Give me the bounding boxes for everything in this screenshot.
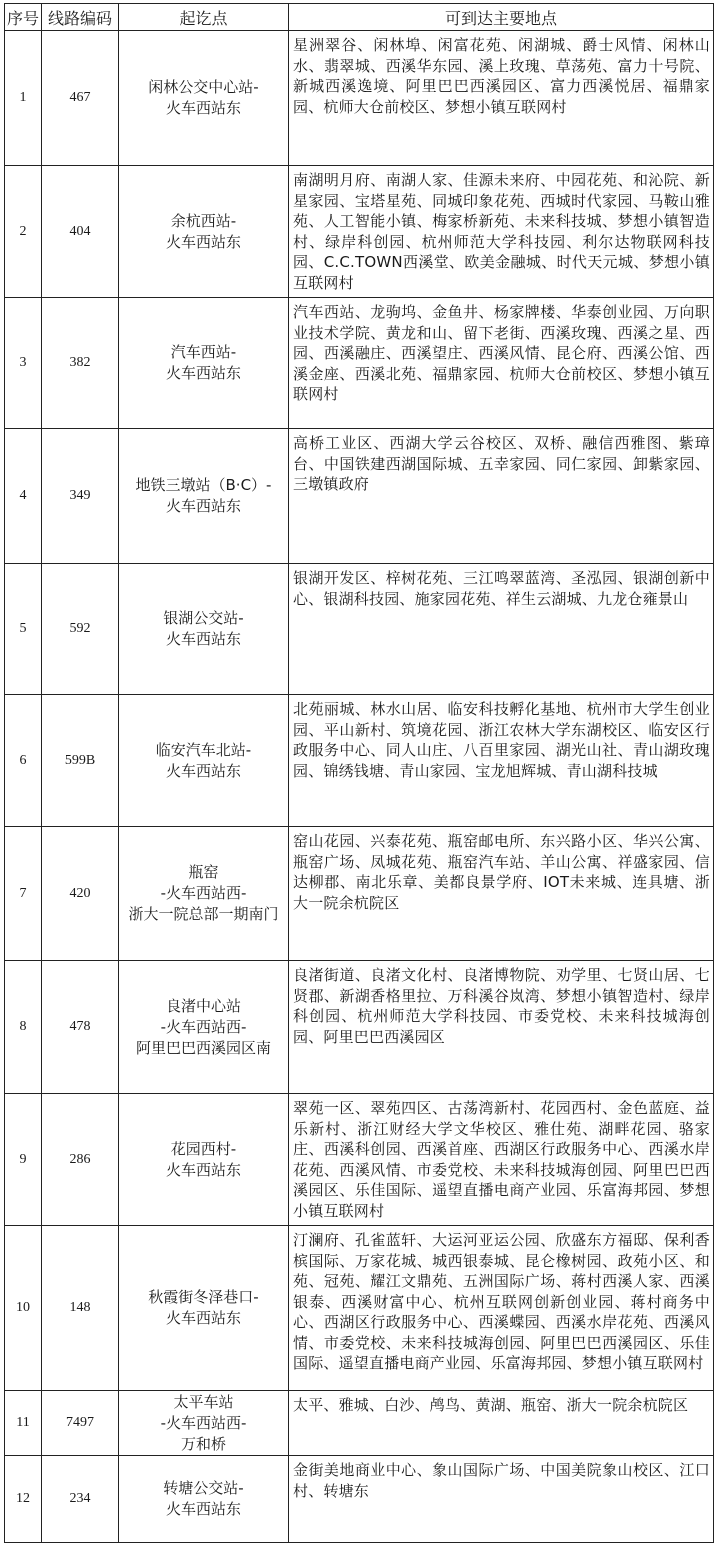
destinations: 太平、雅城、白沙、鸬鸟、黄湖、瓶窑、浙大一院余杭院区 [289, 1391, 714, 1456]
route-code: 148 [42, 1226, 119, 1391]
route-endpoints [119, 564, 289, 695]
row-number: 1 [5, 31, 42, 166]
route-code: 599B [42, 695, 119, 827]
route-endpoints [119, 298, 289, 429]
table-row [5, 1226, 714, 1391]
table-row [5, 1094, 714, 1226]
header-destinations: 可到达主要地点 [289, 4, 714, 31]
destinations: 汀澜府、孔雀蓝轩、大运河亚运公园、欣盛东方福邸、保利香槟国际、万家花城、城西银泰城、昆仑橡树园、政苑小区、和苑、冠苑、耀江文鼎苑、五洲国际广场、蒋村西溪人家、西溪银泰、西溪财富中心、杭州互联网创新创业园、蒋村商务中心、西湖区行政服务中心、西溪蝶园、西溪水岸花苑、西溪风情、市委党校、未来科技城海创园、阿里巴巴西溪园区、乐佳国际、遥望直播电商产业园、乐富海邦园、梦想小镇互联网村 [289, 1226, 714, 1391]
route-endpoints [119, 31, 289, 166]
route-code: 234 [42, 1456, 119, 1543]
row-number: 5 [5, 564, 42, 695]
table-row [5, 166, 714, 298]
route-endpoint-line: 余杭西站- [170, 211, 237, 230]
route-code: 478 [42, 961, 119, 1094]
route-endpoints [119, 827, 289, 961]
row-number: 9 [5, 1094, 42, 1226]
destinations: 窑山花园、兴泰花苑、瓶窑邮电所、东兴路小区、华兴公寓、瓶窑广场、凤城花苑、瓶窑汽车站、羊山公寓、祥盛家园、信达柳郡、南北乐章、美都良景学府、IOT未来城、连具塘、浙大一院余杭院区 [289, 827, 714, 961]
table-row [5, 298, 714, 429]
route-code: 349 [42, 429, 119, 564]
table-header-row [5, 4, 714, 31]
route-endpoint-line: 秋霞街冬泽巷口- [148, 1288, 259, 1306]
route-code: 404 [42, 166, 119, 298]
route-endpoint-line: 浙大一院总部一期南门 [128, 905, 279, 923]
row-number: 8 [5, 961, 42, 1094]
table-row [5, 827, 714, 961]
route-endpoints [119, 1226, 289, 1391]
route-endpoints [119, 961, 289, 1094]
route-endpoint-line: 临安汽车北站- [155, 740, 252, 759]
row-number: 7 [5, 827, 42, 961]
route-endpoints [119, 429, 289, 564]
destinations: 良渚街道、良渚文化村、良渚博物院、劝学里、七贤山居、七贤郡、新湖香格里拉、万科溪谷岚湾、梦想小镇智造村、绿岸科创园、杭州师范大学科技园、市委党校、未来科技城海创园、阿里巴巴西溪园区 [289, 961, 714, 1094]
table-row [5, 961, 714, 1094]
header-endpoints: 起讫点 [119, 4, 289, 31]
route-endpoint-line: 火车西站东 [165, 364, 241, 382]
route-endpoint-line: 良渚中心站 [165, 996, 241, 1015]
route-endpoint-line: 阿里巴巴西溪园区南 [135, 1038, 271, 1057]
destinations: 北苑丽城、林水山居、临安科技孵化基地、杭州市大学生创业园、平山新村、筑境花园、浙江农林大学东湖校区、临安区行政服务中心、同人山庄、八百里家园、湖光山社、青山湖玫瑰园、锦绣钱塘、青山家园、宝龙旭辉城、青山湖科技城 [289, 695, 714, 827]
table-row [5, 1456, 714, 1543]
route-endpoint-line: -火车西站西- [160, 884, 247, 902]
route-code: 7497 [42, 1391, 119, 1456]
destinations: 星洲翠谷、闲林埠、闲富花苑、闲湖城、爵士风情、闲林山水、翡翠城、西溪华东园、溪上玫瑰、草荡苑、富力十号院、新城西溪逸境、阿里巴巴西溪园区、富力西溪悦居、福鼎家园、杭师大仓前校区、梦想小镇互联网村 [289, 31, 714, 166]
route-endpoint-line: 火车西站东 [165, 99, 241, 117]
table-row [5, 1391, 714, 1456]
row-number: 4 [5, 429, 42, 564]
route-endpoint-line: 太平车站 [173, 1392, 234, 1411]
route-code: 467 [42, 31, 119, 166]
route-endpoint-line: 火车西站东 [165, 232, 241, 251]
route-endpoint-line: 火车西站东 [165, 1160, 241, 1179]
destinations: 金街美地商业中心、象山国际广场、中国美院象山校区、江口村、转塘东 [289, 1456, 714, 1543]
route-code: 592 [42, 564, 119, 695]
route-code: 382 [42, 298, 119, 429]
route-endpoint-line: -火车西站西- [160, 1017, 247, 1036]
destinations: 翠苑一区、翠苑四区、古荡湾新村、花园西村、金色蓝庭、益乐新村、浙江财经大学文华校区、雅仕苑、湖畔花园、骆家庄、西溪科创园、西溪首座、西湖区行政服务中心、西溪水岸花苑、西溪风情、市委党校、未来科技城海创园、阿里巴巴西溪园区、乐佳国际、遥望直播电商产业园、乐富海邦园、梦想小镇互联网村 [289, 1094, 714, 1226]
route-endpoint-line: 火车西站东 [165, 497, 241, 515]
route-endpoint-line: 火车西站东 [165, 1309, 241, 1327]
header-route-code: 线路编码 [42, 4, 119, 31]
row-number: 3 [5, 298, 42, 429]
table-row [5, 695, 714, 827]
table-row [5, 429, 714, 564]
row-number: 10 [5, 1226, 42, 1391]
destinations: 汽车西站、龙驹坞、金鱼井、杨家牌楼、华泰创业园、万向职业技术学院、黄龙和山、留下老街、西溪玫瑰、西溪之星、西园、西溪融庄、西溪望庄、西溪风情、昆仑府、西溪公馆、西溪金座、西溪北苑、福鼎家园、杭师大仓前校区、梦想小镇互联网村 [289, 298, 714, 429]
route-endpoints [119, 695, 289, 827]
route-endpoints [119, 166, 289, 298]
route-endpoint-line: 银湖公交站- [163, 609, 244, 627]
route-endpoint-line: 地铁三墩站（B·C）- [135, 476, 272, 494]
row-number: 2 [5, 166, 42, 298]
destinations: 银湖开发区、梓树花苑、三江鸣翠蓝湾、圣泓园、银湖创新中心、银湖科技园、施家园花苑、祥生云湖城、九龙仓雍景山 [289, 564, 714, 695]
bus-route-table [4, 3, 714, 1543]
destinations: 高桥工业区、西湖大学云谷校区、双桥、融信西雅图、紫璋台、中国铁建西湖国际城、五幸家园、同仁家园、卸紫家园、三墩镇政府 [289, 429, 714, 564]
route-endpoints [119, 1456, 289, 1543]
row-number: 12 [5, 1456, 42, 1543]
route-endpoint-line: 转塘公交站- [163, 1479, 244, 1497]
header-no: 序号 [5, 4, 42, 31]
route-code: 420 [42, 827, 119, 961]
table-body [5, 31, 714, 1543]
route-endpoint-line: 汽车西站- [170, 343, 237, 361]
row-number: 11 [5, 1391, 42, 1456]
route-endpoint-line: -火车西站西- [160, 1413, 247, 1432]
table-row [5, 564, 714, 695]
route-endpoint-line: 万和桥 [180, 1434, 226, 1453]
row-number: 6 [5, 695, 42, 827]
route-endpoint-line: 花园西村- [170, 1139, 237, 1158]
route-endpoint-line: 瓶窑 [188, 863, 219, 881]
route-endpoints [119, 1094, 289, 1226]
route-endpoint-line: 火车西站东 [165, 630, 241, 648]
route-endpoint-line: 火车西站东 [165, 1500, 241, 1518]
route-endpoint-line: 火车西站东 [165, 761, 241, 780]
route-code: 286 [42, 1094, 119, 1226]
destinations: 南湖明月府、南湖人家、佳源未来府、中园花苑、和沁院、新星家园、宝塔星苑、同城印象花苑、西城时代家园、马鞍山雅苑、人工智能小镇、梅家桥新苑、未来科技城、梦想小镇智造村、绿岸科创园、杭州师范大学科技园、利尔达物联网科技园、C.C.TOWN西溪堂、欧美金融城、时代天元城、梦想小镇互联网村 [289, 166, 714, 298]
route-endpoint-line: 闲林公交中心站- [148, 78, 259, 96]
route-endpoints [119, 1391, 289, 1456]
table-row [5, 31, 714, 166]
